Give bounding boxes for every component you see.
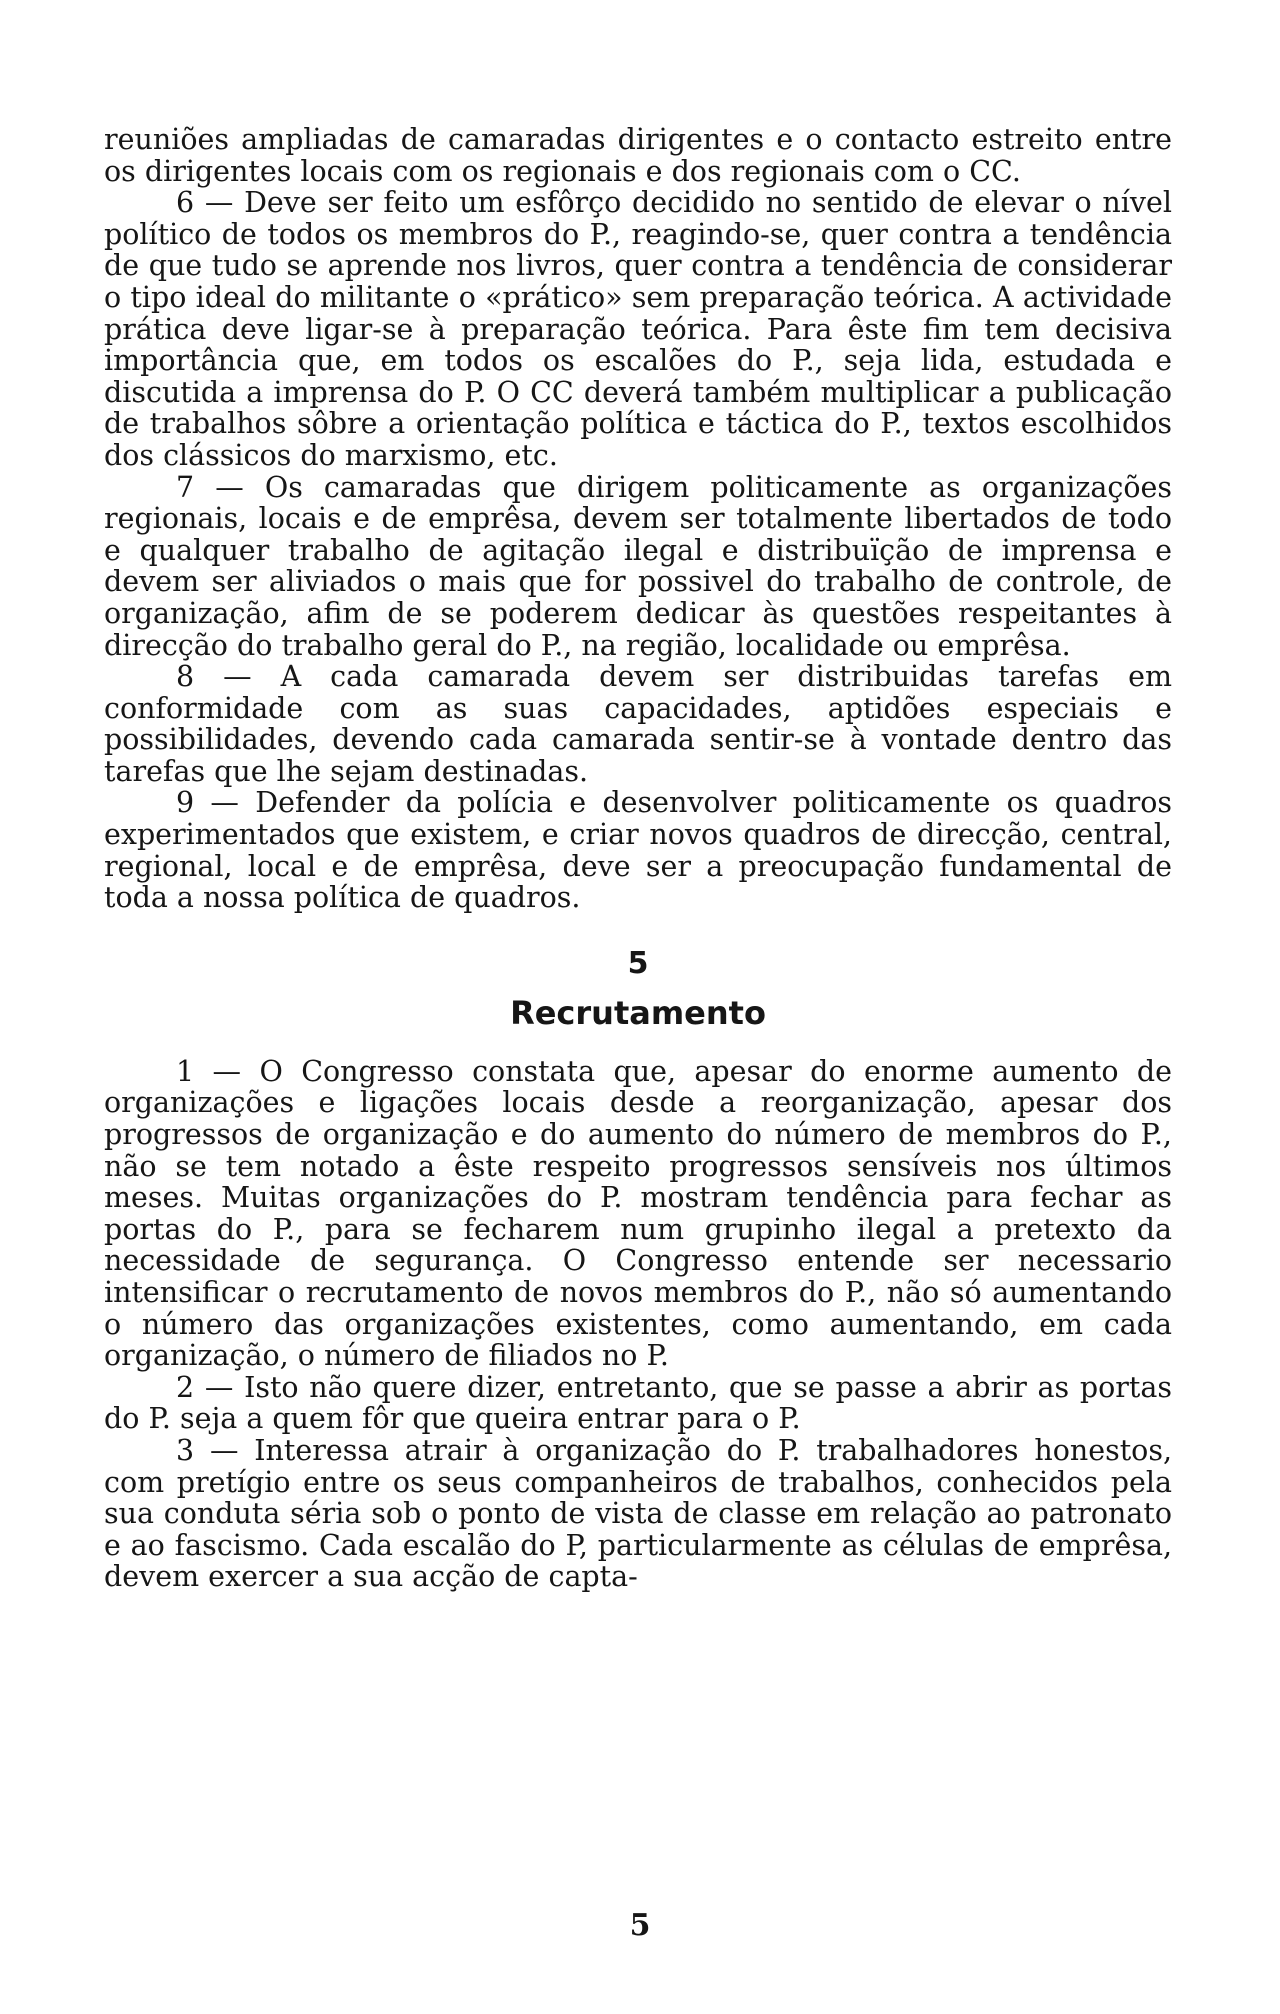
paragraph-item-6: 6 — Deve ser feito um esfôrço decidido no sentido de elevar o nível político de todos os membros do P., reagindo-se, quer contra a tendência de que tudo se aprende nos livros, quer contra a tendência de considerar o tipo ideal do militante o «prático» sem preparação teórica. A actividade prática deve ligar-se à preparação teórica. Para êste fim tem decisiva importância que, em todos os escalões do P., seja lida, estudada e discutida a imprensa do P. O CC deverá também multiplicar a publicação de trabalhos sôbre a orientação política e táctica do P., textos escolhidos dos clássicos do marxismo, etc. [104,186,1172,472]
paragraph-item-2: 2 — Isto não quere dizer, entretanto, que se passe a abrir as portas do P. seja a quem fôr que queira entrar para o P. [104,1370,1172,1436]
section-number: 5 [627,945,649,981]
paragraph-item-7: 7 — Os camaradas que dirigem politicamente as organizações regionais, locais e de emprêsa, devem ser totalmente libertados de todo e qualquer trabalho de agitação ilegal e distribuïção de imprensa e devem ser aliviados o mais que for possivel do trabalho de controle, de organização, afim de se poderem dedicar às questões respeitantes à direcção do trabalho geral do P., na região, localidade ou emprêsa. [104,470,1172,662]
page-number: 5 [629,1908,651,1943]
section-title: Recrutamento [510,993,766,1032]
paragraph-item-9: 9 — Defender da polícia e desenvolver politicamente os quadros experimentados que existem, e criar novos quadros de direcção, central, regional, local e de emprêsa, deve ser a preocupação fundamental de toda a nossa política de quadros. [104,786,1172,915]
paragraph-item-1: 1 — O Congresso constata que, apesar do enorme aumento de organizações e ligações locais desde a reorganização, apesar dos progressos de organização e do aumento do número de membros do P., não se tem notado a êste respeito progressos sensíveis nos últimos meses. Muitas organizações do P. mostram tendência para fechar as portas do P., para se fecharem num grupinho ilegal a pretexto da necessidade de segurança. O Congresso entende ser necessario intensificar o recrutamento de novos membros do P., não só aumentando o número das organizações existentes, como aumentando, em cada organização, o número de filiados no P. [104,1054,1172,1373]
page-body [104,124,1172,1964]
paragraph-item-3: 3 — Interessa atrair à organização do P. trabalhadores honestos, com pretígio entre os seus companheiros de trabalhos, conhecidos pela sua conduta séria sob o ponto de vista de classe em relação ao patronato e ao fascismo. Cada escalão do P, particularmente as células de emprêsa, devem exercer a sua acção de capta- [104,1433,1172,1594]
paragraph-continuation: reuniões ampliadas de camaradas dirigentes e o contacto estreito entre os dirigentes locais com os regionais e dos regionais com o CC. [104,124,1172,188]
paragraph-item-8: 8 — A cada camarada devem ser distribuidas tarefas em conformidade com as suas capacidades, aptidões especiais e possibilidades, devendo cada camarada sentir-se à vontade dentro das tarefas que lhe sejam destinadas. [104,660,1172,788]
